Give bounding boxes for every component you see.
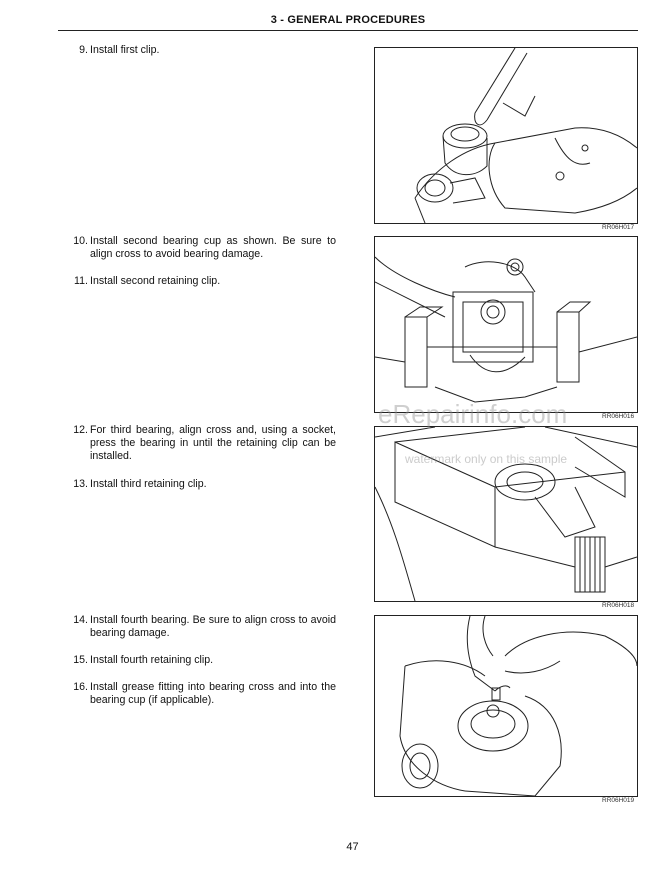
step-11 [68, 275, 336, 288]
watermark-note: watermark only on this sample [405, 452, 568, 466]
step-13 [68, 478, 336, 491]
step-text: Install fourth bearing. Be sure to align cross to avoid bearing damage. [90, 614, 336, 639]
step-number: 16. [73, 681, 88, 693]
figure-ref: RR06H019 [602, 797, 635, 804]
step-number: 14. [73, 614, 88, 626]
section-header: 3 - GENERAL PROCEDURES [270, 14, 426, 26]
step-text: Install fourth retaining clip. [90, 654, 214, 666]
step-15 [68, 654, 336, 667]
step-text: Install second bearing cup as shown. Be sure to align cross to avoid bearing damage. [90, 235, 336, 260]
page-number: 47 [346, 841, 359, 853]
figure-second-bearing [374, 236, 638, 413]
figure-ref: RR06H018 [602, 602, 635, 609]
step-text: Install third retaining clip. [90, 478, 207, 490]
step-text: Install second retaining clip. [90, 275, 221, 287]
step-text: Install first clip. [90, 44, 160, 56]
figure-ref: RR06H016 [602, 413, 635, 420]
figure-grease-fitting [374, 615, 638, 797]
step-10 [68, 235, 336, 261]
header-rule [58, 30, 638, 31]
second-bearing-illustration [375, 237, 637, 412]
step-number: 12. [73, 424, 88, 436]
watermark-site: eRepairinfo.com [378, 399, 568, 429]
step-text: Install grease fitting into bearing cross and into the bearing cup (if applicable). [90, 681, 336, 706]
step-16 [68, 681, 336, 707]
step-text: For third bearing, align cross and, using a socket, press the bearing in until the retaining clip can be installed. [90, 424, 336, 462]
step-number: 10. [73, 235, 88, 247]
first-clip-illustration [375, 48, 637, 223]
figure-first-clip [374, 47, 638, 224]
figure-ref: RR06H017 [602, 224, 635, 231]
step-number: 11. [74, 275, 88, 287]
step-9 [68, 44, 336, 57]
grease-fitting-illustration [375, 616, 637, 796]
step-12 [68, 424, 336, 463]
step-number: 9. [79, 44, 88, 56]
step-14 [68, 614, 336, 640]
step-number: 13. [73, 478, 88, 490]
step-number: 15. [73, 654, 88, 666]
